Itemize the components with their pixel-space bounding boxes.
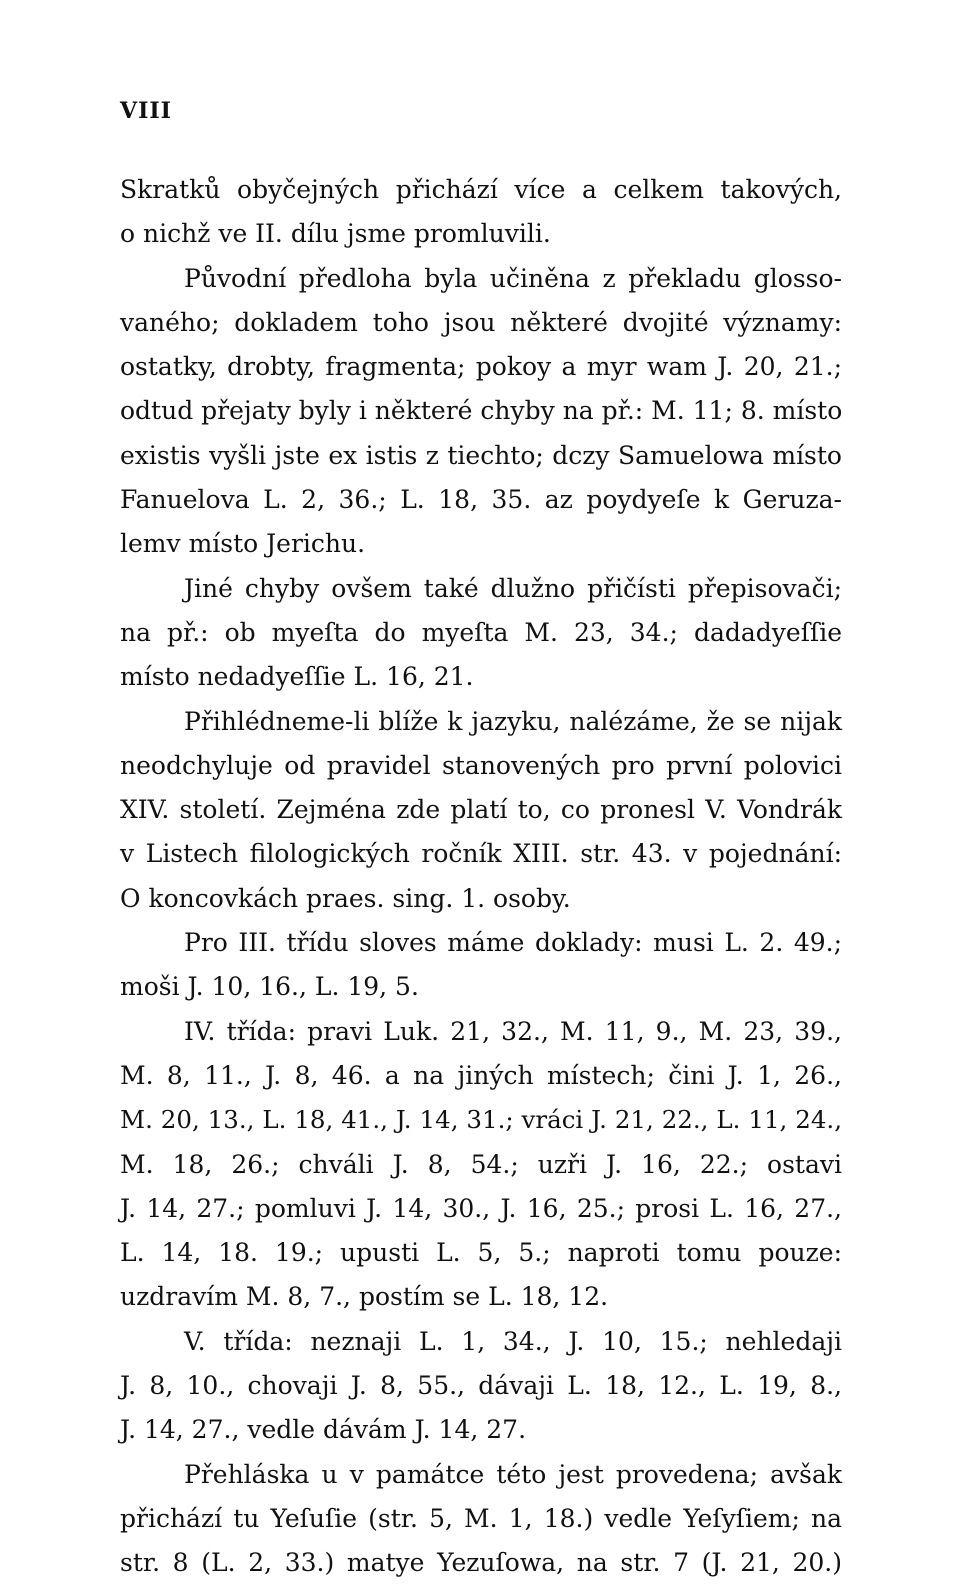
- text-line: M. 8, 11., J. 8, 46. a na jiných místech; čini J. 1, 26.,: [120, 1060, 842, 1090]
- text-line: moši J. 10, 16., L. 19, 5.: [120, 972, 419, 1002]
- paragraph-first-line: Přihlédneme-li blíže k jazyku, nalézáme, že se nijak: [184, 706, 842, 736]
- paragraph-first-line: Pro III. třídu sloves máme doklady: musi L. 2. 49.;: [184, 928, 842, 958]
- paragraph-first-line: Přehláska u v památce této jest provedena; avšak: [184, 1459, 842, 1489]
- paragraph-first-line: Jiné chyby ovšem také dlužno přičísti přepisovači;: [184, 573, 842, 603]
- body-text: [120, 168, 842, 1586]
- text-line: existis vyšli jste ex istis z tiechto; dczy Samuelowa místo: [120, 440, 842, 470]
- text-line: na př.: ob myeſta do myeſta M. 23, 34.; dadadyeſſie: [120, 617, 842, 647]
- text-line: v Listech filologických ročník XIII. str. 43. v pojednání:: [120, 839, 842, 869]
- text-line: J. 14, 27.; pomluvi J. 14, 30., J. 16, 25.; prosi L. 16, 27.,: [120, 1193, 842, 1223]
- text-line: J. 14, 27., vedle dávám J. 14, 27.: [120, 1415, 527, 1445]
- text-line: odtud přejaty byly i některé chyby na př.: M. 11; 8. místo: [120, 396, 843, 426]
- paragraph-first-line: IV. třída: pravi Luk. 21, 32., M. 11, 9., M. 23, 39.,: [184, 1016, 842, 1046]
- text-line: Skratků obyčejných přichází více a celkem takových,: [120, 175, 842, 204]
- text-line: o nichž ve II. dílu jsme promluvili.: [120, 219, 551, 249]
- text-line: XIV. století. Zejména zde platí to, co pronesl V. Vondrák: [120, 795, 842, 825]
- text-line: L. 14, 18. 19.; upusti L. 5, 5.; naproti tomu pouze:: [120, 1238, 842, 1268]
- paragraph-first-line: V. třída: neznaji L. 1, 34., J. 10, 15.; nehledaji: [184, 1326, 842, 1356]
- text-line: str. 8 (L. 2, 33.) matye Yezuſowa, na str. 7 (J. 21, 20.): [120, 1548, 842, 1578]
- paragraph-first-line: Původní předloha byla učiněna z překladu glosso-: [184, 263, 842, 293]
- text-line: J. 8, 10., chovaji J. 8, 55., dávaji L. 18, 12., L. 19, 8.,: [120, 1371, 842, 1401]
- text-line: přichází tu Yeſuſie (str. 5, M. 1, 18.) vedle Yeſyſiem; na: [120, 1503, 842, 1533]
- text-line: M. 18, 26.; chváli J. 8, 54.; uzři J. 16, 22.; ostavi: [120, 1149, 842, 1179]
- text-line: Fanuelova L. 2, 36.; L. 18, 35. az poydyeſe k Geruza-: [120, 485, 842, 515]
- text-line: uzdravím M. 8, 7., postím se L. 18, 12.: [120, 1282, 609, 1312]
- text-line: M. 20, 13., L. 18, 41., J. 14, 31.; vráci J. 21, 22., L. 11, 24.,: [120, 1105, 842, 1135]
- text-line: O koncovkách praes. sing. 1. osoby.: [120, 883, 571, 913]
- page-number: VIII: [120, 98, 172, 124]
- text-line: lemv místo Jerichu.: [120, 529, 366, 559]
- text-line: vaného; dokladem toho jsou některé dvojité významy:: [120, 307, 842, 337]
- text-line: neodchyluje od pravidel stanovených pro první polovici: [120, 750, 842, 780]
- text-line: místo nedadyeſſie L. 16, 21.: [120, 662, 474, 692]
- text-line: ostatky, drobty, fragmenta; pokoy a myr wam J. 20, 21.;: [120, 352, 842, 382]
